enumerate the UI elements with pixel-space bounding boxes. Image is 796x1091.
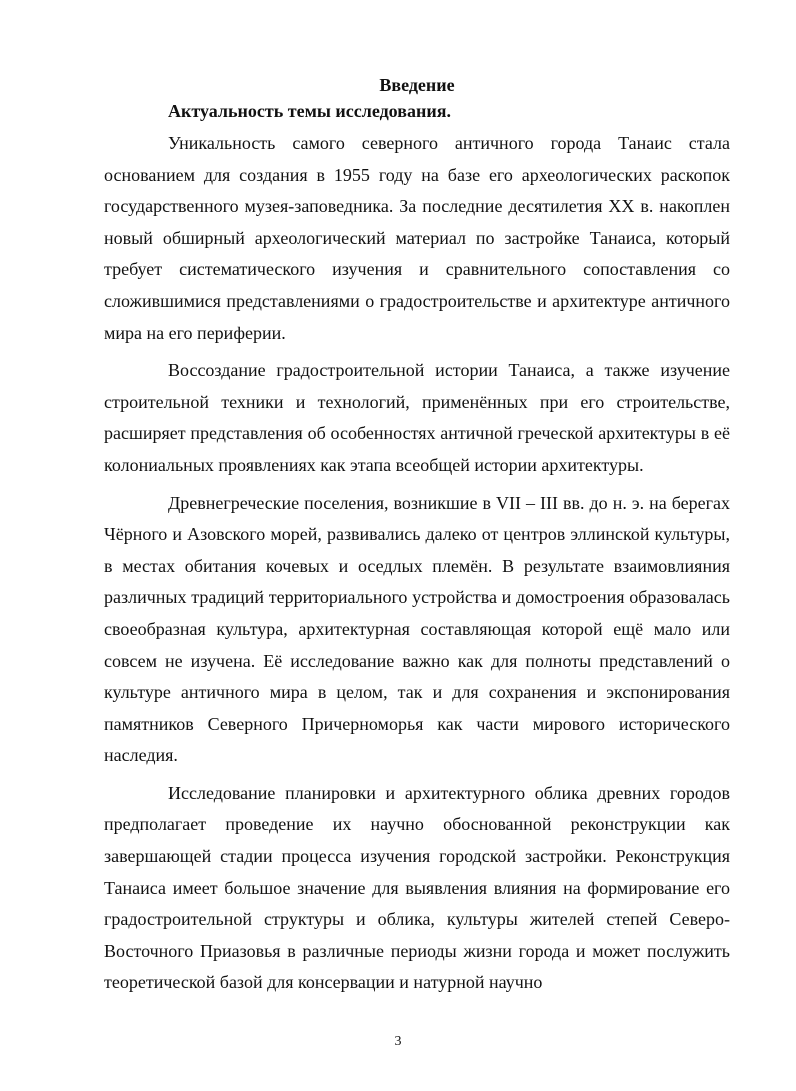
paragraph-3: Древнегреческие поселения, возникшие в VII – III вв. до н. э. на берегах Чёрного и Азовского морей, развивались далеко от центров эллинской культуры, в местах обитания кочевых и оседлых племён. В результате взаимовлияния различных традиций территориального устройства и домостроения образовалась своеобразная культура, архитектурная составляющая которой ещё мало или совсем не изучена. Её исследование важно как для полноты представлений о культуре античного мира в целом, так и для сохранения и экспонирования памятников Северного Причерноморья как части мирового исторического наследия. (104, 492, 730, 766)
paragraph-2: Воссоздание градостроительной истории Танаиса, а также изучение строительной техники и технологий, применённых при его строительстве, расширяет представления об особенностях античной греческой архитектуры в её колониальных проявлениях как этапа всеобщей истории архитектуры. (104, 360, 730, 475)
section-heading: Введение (379, 75, 455, 95)
paragraph-1: Уникальность самого северного античного города Танаис стала основанием для создания в 1955 году на базе его археологических раскопок государственного музея-заповедника. За последние десятилетия XX в. накоплен новый обширный археологический материал по застройке Танаиса, который требует систематического изучения и сравнительного сопоставления со сложившимися представлениями о градостроительстве и архитектуре античного мира на его периферии. (104, 133, 730, 343)
page-number: 3 (394, 1034, 402, 1049)
document-page (104, 72, 730, 1005)
paragraph-4: Исследование планировки и архитектурного облика древних городов предполагает проведение их научно обоснованной реконструкции как завершающей стадии процесса изучения городской застройки. Реконструкция Танаиса имеет большое значение для выявления влияния на формирование его градостроительной структуры и облика, культуры жителей степей Северо-Восточного Приазовья в различные периоды жизни города и может послужить теоретической базой для консервации и натурной научно (104, 782, 730, 993)
subsection-heading: Актуальность темы исследования. (168, 101, 451, 121)
